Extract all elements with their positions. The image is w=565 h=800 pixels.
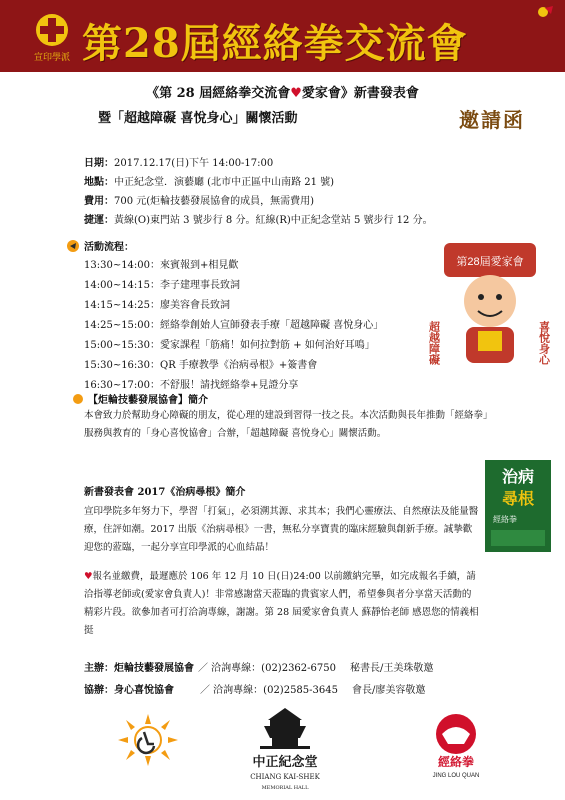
date-value: 2017.12.17(日)下午 14:00-17:00 bbox=[114, 158, 274, 169]
fee-label: 費用： bbox=[84, 196, 114, 207]
schedule-heading-text: 活動流程： bbox=[84, 242, 134, 253]
school-logo-text: 宣印學派 bbox=[33, 53, 71, 63]
place-row bbox=[84, 173, 544, 192]
transit-value: 黃線(O)東門站 3 號步行 8 分。紅線(R)中正紀念堂站 5 號步行 12 分。 bbox=[114, 215, 433, 226]
banner-title: 第28屆經絡拳交流會 bbox=[82, 20, 468, 67]
assoc-heading-text: 【炬輪技藝發展協會】簡介 bbox=[88, 395, 208, 406]
book-subtitle: 經絡拳 bbox=[493, 515, 517, 524]
mascot-left-text: 超越障礙 bbox=[427, 321, 441, 365]
schedule-item: 14:00~14:15：李子建理事長致詞 bbox=[84, 280, 241, 291]
cks-memorial-hall-logo-icon bbox=[250, 704, 320, 796]
header-banner bbox=[0, 0, 565, 72]
decorative-mark-icon bbox=[537, 4, 555, 18]
heart-icon: ♥ bbox=[290, 86, 302, 101]
host-row bbox=[84, 658, 544, 680]
organizers bbox=[84, 658, 544, 702]
assoc-heading bbox=[72, 391, 208, 406]
mascot-illustration bbox=[420, 235, 560, 375]
mascot-right-text: 喜悅身心 bbox=[537, 321, 551, 365]
mascot-badge: 第28屆愛家會 bbox=[456, 256, 524, 268]
co-host-name: 身心喜悅協會 bbox=[114, 685, 174, 696]
schedule-item: 15:30~16:30：QR 手療教學《治病尋根》+簽書會 bbox=[84, 360, 318, 371]
schedule-item: 14:25~15:00：經絡拳創始人宣師發表手療「超越障礙 喜悅身心」 bbox=[84, 320, 384, 331]
jing-lou-quan-logo-icon bbox=[420, 712, 492, 782]
place-value: 中正紀念堂．演藝廳 (北市中正區中山南路 21 號) bbox=[114, 177, 335, 188]
jlq-logo-en: JING LOU QUAN bbox=[432, 773, 480, 779]
cks-logo-en2: MEMORIAL HALL bbox=[261, 785, 309, 791]
book-intro-heading-text: 新書發表會 2017《治病尋根》簡介 bbox=[84, 487, 246, 498]
transit-label: 捷運： bbox=[84, 215, 114, 226]
headline-part-a: 《第 28 屆經絡拳交流會 bbox=[146, 86, 291, 101]
date-row bbox=[84, 154, 544, 173]
cks-logo-cn: 中正紀念堂 bbox=[252, 755, 318, 770]
co-host-contact: 會長/廖美容敬邀 bbox=[351, 685, 426, 696]
co-host-label: 協辦： bbox=[84, 685, 114, 696]
sun-wheelchair-logo-icon bbox=[118, 714, 178, 766]
fee-row bbox=[84, 192, 544, 211]
jlq-logo-cn: 經絡拳 bbox=[437, 755, 475, 769]
cks-logo-en1: CHIANG KAI-SHEK bbox=[250, 773, 320, 781]
signup-body: 報名並繳費，最遲應於 106 年 12 月 10 日(日)24:00 以前繳納完畢，如完成報名手續，請洽指導老師或(愛家會負責人)！非常感謝當天蒞臨的貴賓家人們，希望參與者分享當天活動的精彩片段。欲參加者可打洽詢專線，謝謝。第 28 屆愛家會負責人 蘇靜怡老師 感恩您的情義相挺 bbox=[84, 571, 479, 636]
book-title-2: 尋根 bbox=[501, 489, 535, 508]
schedule-item: 13:30~14:00：來賓報到+相見歡 bbox=[84, 260, 239, 271]
partner-logos bbox=[0, 700, 565, 800]
invitation-label: 邀請函 bbox=[459, 108, 525, 132]
event-info bbox=[84, 154, 544, 230]
schedule-item: 16:30~17:00：不舒服！請找經絡拳+見證分享 bbox=[84, 380, 299, 391]
co-host-row bbox=[84, 680, 544, 702]
signup-notice bbox=[84, 568, 479, 640]
schedule-item: 15:00~15:30：愛家課程「筋痛！如何拉對筋 + 如何治好耳鳴」 bbox=[84, 340, 375, 351]
schedule-item: 14:15~14:25：廖美容會長致詞 bbox=[84, 300, 231, 311]
assoc-body: 本會致力於幫助身心障礙的朋友，從心理的建設到習得一技之長。本次活動與長年推動「經絡拳」服務與教育的「身心喜悅協會」合辦，「超越障礙 喜悅身心」關懷活動。 bbox=[84, 410, 493, 439]
school-logo-icon bbox=[26, 8, 78, 64]
event-subheadline: 暨「超越障礙 喜悅身心」關懷活動 bbox=[98, 111, 298, 126]
transit-row bbox=[84, 211, 544, 230]
event-headline bbox=[0, 82, 565, 101]
host-label: 主辦： bbox=[84, 663, 114, 674]
book-title-1: 治病 bbox=[501, 467, 535, 486]
mascot-bullet-icon bbox=[66, 239, 80, 253]
host-contact: 秘書長/王美珠敬邀 bbox=[349, 663, 434, 674]
book-intro-heading bbox=[84, 483, 245, 498]
mascot-bullet-icon bbox=[72, 393, 84, 405]
schedule-heading bbox=[66, 238, 134, 253]
host-tel: ／ 洽詢專線：(02)2362-6750 bbox=[198, 663, 336, 674]
host-name: 炬輪技藝發展協會 bbox=[114, 663, 194, 674]
book-intro-body: 宣印學院多年努力下，學習「打氣」，必須溯其源、求其本；我們心靈療法、自然療法及能量醫療，住評如潮。2017 出版《治病尋根》一書，無私分享寶貴的臨床經驗與創新手療。誠摯歡迎您的蒞臨，一起分享宣印學派的心血結晶！ bbox=[84, 506, 479, 553]
co-host-tel: ／ 洽詢專線：(02)2585-3645 bbox=[200, 685, 338, 696]
heart-icon: ♥ bbox=[84, 571, 93, 582]
headline-part-b: 愛家會》新書發表會 bbox=[301, 86, 419, 101]
date-label: 日期： bbox=[84, 158, 114, 169]
fee-value: 700 元(炬輪技藝發展協會的成員，無需費用) bbox=[114, 196, 315, 207]
book-cover-image bbox=[485, 460, 551, 552]
schedule-list bbox=[84, 256, 404, 396]
place-label: 地點： bbox=[84, 177, 114, 188]
